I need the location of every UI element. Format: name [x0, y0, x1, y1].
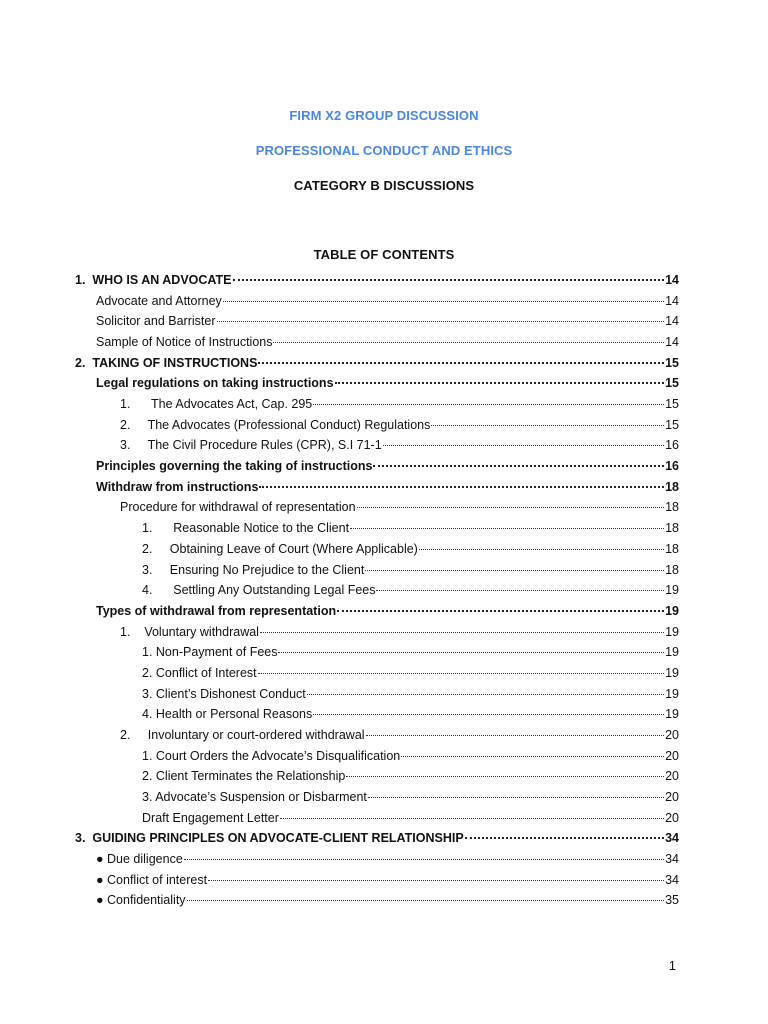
toc-entry[interactable] [96, 332, 679, 352]
toc-entry-label: 3. The Civil Procedure Rules (CPR), S.I 71-1 [120, 438, 382, 453]
toc-entry-page: 14 [665, 335, 679, 350]
toc-entry-page: 14 [665, 293, 679, 308]
document-subtitle: PROFESSIONAL CONDUCT AND ETHICS [255, 143, 513, 158]
toc-entry[interactable] [142, 766, 679, 786]
toc-entry-page: 20 [665, 790, 679, 804]
toc-entry-label: Solicitor and Barrister [96, 314, 216, 329]
toc-entry-page: 20 [665, 769, 679, 784]
toc-entry-label: 1. Reasonable Notice to the Client [142, 521, 350, 536]
toc-entry[interactable] [120, 622, 679, 642]
dot-leader [368, 797, 664, 798]
toc-entry-page: 18 [665, 500, 679, 515]
toc-entry[interactable] [142, 746, 679, 766]
toc-entry[interactable] [120, 497, 679, 517]
toc-entry[interactable] [142, 580, 679, 600]
toc-entry-label: Principles governing the taking of instructions [96, 459, 373, 474]
dot-leader [376, 590, 664, 591]
dot-leader [350, 528, 664, 529]
toc-entry[interactable] [120, 415, 679, 435]
toc-entry-page: 19 [665, 707, 679, 722]
toc-heading: TABLE OF CONTENTS [313, 247, 455, 262]
toc-entry[interactable] [75, 270, 679, 290]
dot-leader [258, 362, 664, 364]
toc-entry-page: 18 [665, 521, 679, 536]
dot-leader [217, 321, 665, 322]
toc-entry[interactable] [120, 435, 679, 455]
toc-entry-page: 16 [665, 438, 679, 453]
dot-leader [373, 465, 664, 467]
toc-entry-label: 1. Court Orders the Advocate’s Disqualification [142, 748, 401, 763]
toc-entry[interactable] [96, 311, 679, 331]
dot-leader [184, 859, 664, 860]
toc-entry-page: 18 [665, 479, 679, 494]
toc-entry-label: 4. Health or Personal Reasons [142, 707, 313, 722]
toc-entry-label: 2. Obtaining Leave of Court (Where Applicable) [142, 541, 418, 556]
toc-entry-label: 2. TAKING OF INSTRUCTIONS [75, 355, 258, 370]
toc-entry-label: 2. Client Terminates the Relationship [142, 769, 346, 784]
toc-entry[interactable] [96, 373, 679, 393]
toc-entry[interactable] [120, 725, 679, 745]
dot-leader [401, 756, 664, 757]
toc-entry-page: 34 [665, 831, 679, 846]
toc-entry-page: 19 [665, 583, 679, 598]
toc-entry-page: 20 [665, 727, 679, 742]
toc-entry-page: 35 [665, 893, 679, 908]
toc-entry-page: 14 [665, 314, 679, 329]
toc-entry[interactable] [142, 787, 679, 807]
toc-entry-page: 18 [665, 541, 679, 556]
toc-entry-label: ● Conflict of interest [96, 872, 208, 887]
toc-entry[interactable] [75, 828, 679, 848]
dot-leader [335, 382, 665, 384]
toc-entry[interactable] [142, 560, 679, 580]
toc-entry-label: Legal regulations on taking instructions [96, 376, 334, 391]
toc-entry-page: 19 [665, 624, 679, 639]
dot-leader [307, 694, 664, 695]
toc-entry-label: 3. Client’s Dishonest Conduct [142, 686, 306, 701]
toc-entry[interactable] [142, 539, 679, 559]
toc-entry-label: ● Due diligence [96, 852, 183, 867]
dot-leader [366, 735, 665, 736]
toc-entry-page: 15 [665, 376, 679, 391]
toc-entry[interactable] [142, 704, 679, 724]
toc-entry-page: 19 [665, 665, 679, 680]
dot-leader [208, 880, 664, 881]
toc-entry-label: 1. Non-Payment of Fees [142, 645, 278, 660]
dot-leader [259, 486, 664, 488]
toc-entry-label: 2. Involuntary or court-ordered withdrawal [120, 727, 365, 742]
dot-leader [419, 549, 664, 550]
toc-entry-label: Sample of Notice of Instructions [96, 335, 273, 350]
dot-leader [187, 900, 665, 901]
toc-entry[interactable] [96, 601, 679, 621]
toc-entry-page: 16 [665, 459, 679, 474]
toc-entry[interactable] [96, 870, 679, 890]
dot-leader [346, 776, 664, 777]
toc-entry-label: 3. Ensuring No Prejudice to the Client [142, 562, 365, 577]
toc-entry-page: 15 [665, 355, 679, 370]
toc-entry-label: Procedure for withdrawal of representation [120, 500, 356, 515]
toc-entry-page: 20 [665, 748, 679, 763]
dot-leader [260, 632, 664, 633]
document-title: FIRM X2 GROUP DISCUSSION [289, 108, 479, 123]
toc-entry[interactable] [142, 808, 679, 828]
toc-entry-page: 18 [665, 562, 679, 577]
toc-entry[interactable] [142, 642, 679, 662]
toc-entry-label: 3. Advocate’s Suspension or Disbarment [142, 790, 367, 804]
toc-entry-label: Advocate and Attorney [96, 293, 222, 308]
toc-entry-page: 14 [665, 273, 679, 287]
toc-entry-label: 1. Voluntary withdrawal [120, 624, 259, 639]
toc-entry-label: Withdraw from instructions [96, 479, 259, 494]
toc-entry[interactable] [96, 890, 679, 910]
toc-entry-page: 19 [665, 603, 679, 618]
toc-entry-label: 1. WHO IS AN ADVOCATE [75, 273, 232, 287]
toc-entry-page: 20 [665, 810, 679, 825]
dot-leader [278, 652, 664, 653]
toc-entry[interactable] [96, 291, 679, 311]
toc-entry-page: 19 [665, 686, 679, 701]
dot-leader [258, 673, 664, 674]
dot-leader [273, 342, 664, 343]
toc-entry[interactable] [96, 849, 679, 869]
toc-entry-page: 19 [665, 645, 679, 660]
toc-entry-label: 1. The Advocates Act, Cap. 295 [120, 397, 313, 412]
toc-entry[interactable] [75, 353, 679, 373]
toc-entry-page: 15 [665, 417, 679, 432]
dot-leader [280, 818, 664, 819]
toc-entry-label: Draft Engagement Letter [142, 810, 279, 825]
dot-leader [431, 425, 664, 426]
dot-leader [233, 279, 665, 281]
dot-leader [357, 507, 665, 508]
dot-leader [223, 301, 664, 302]
toc-entry[interactable] [96, 477, 679, 497]
toc-entry[interactable] [142, 684, 679, 704]
page-number: 1 [668, 958, 676, 973]
toc-entry-page: 34 [665, 852, 679, 867]
toc-entry-label: 2. Conflict of Interest [142, 665, 257, 680]
dot-leader [465, 837, 664, 839]
toc-entry-page: 15 [665, 397, 679, 412]
toc-entry[interactable] [120, 394, 679, 414]
dot-leader [337, 610, 664, 612]
dot-leader [383, 445, 664, 446]
toc-entry-label: 4. Settling Any Outstanding Legal Fees [142, 583, 376, 598]
toc-entry[interactable] [142, 518, 679, 538]
toc-entry-label: 3. GUIDING PRINCIPLES ON ADVOCATE-CLIENT RELATIONSHIP [75, 831, 464, 846]
toc-entry[interactable] [142, 663, 679, 683]
toc-entry[interactable] [96, 456, 679, 476]
toc-entry-label: ● Confidentiality [96, 893, 186, 908]
dot-leader [313, 714, 664, 715]
toc-entry-page: 34 [665, 872, 679, 887]
category-heading: CATEGORY B DISCUSSIONS [293, 178, 475, 193]
toc-entry-label: 2. The Advocates (Professional Conduct) Regulations [120, 417, 431, 432]
dot-leader [313, 404, 664, 405]
toc-entry-label: Types of withdrawal from representation [96, 603, 337, 618]
dot-leader [365, 570, 664, 571]
